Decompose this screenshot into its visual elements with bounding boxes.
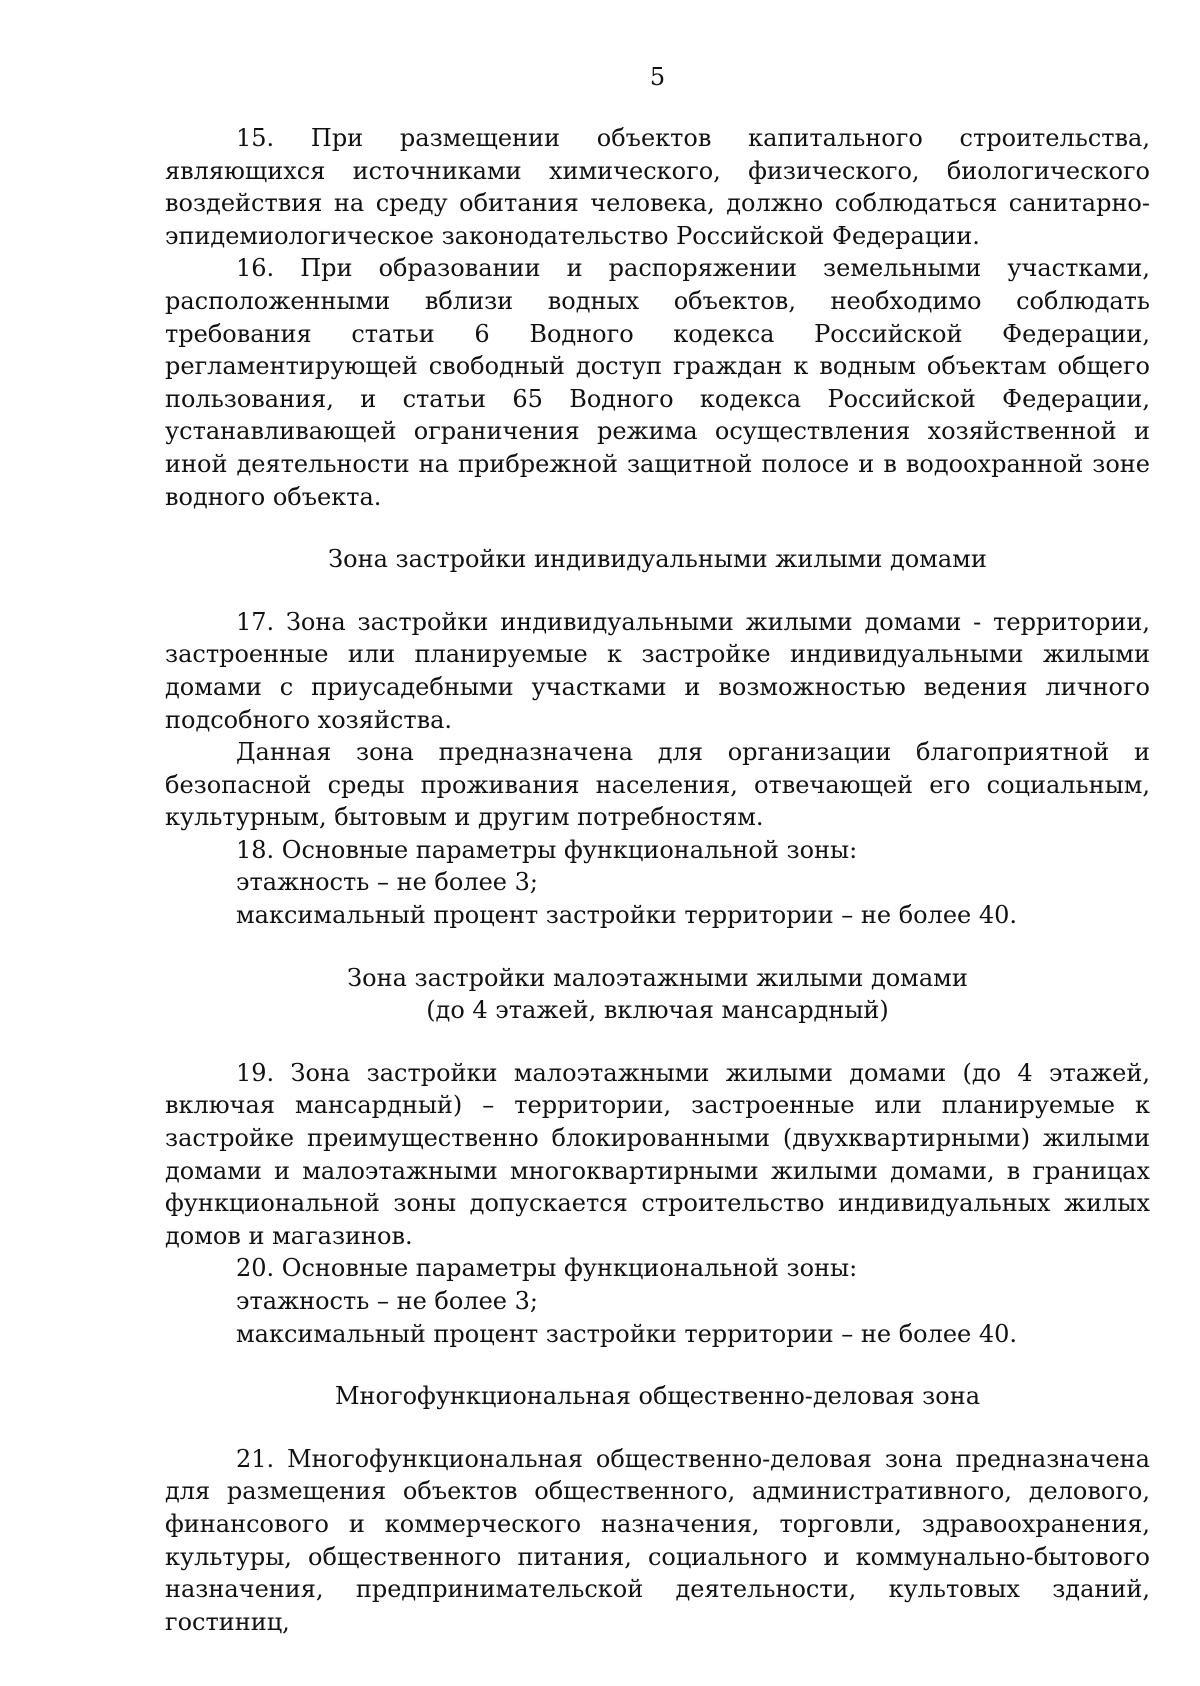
paragraph-20-floors: этажность – не более 3; (236, 1287, 538, 1315)
document-page (165, 62, 1150, 1638)
section-heading-lowrise (165, 962, 1150, 1027)
heading-individual-housing: Зона застройки индивидуальными жилыми домами (328, 545, 987, 574)
paragraph-18-coverage: максимальный процент застройки территории – не более 40. (236, 901, 1018, 930)
section-heading-business (165, 1380, 1150, 1413)
paragraph-15: 15. При размещении объектов капитального строительства, являющихся источниками химического, физического, биологического воздействия на среду обитания человека, должно соблюдаться санитарно-эпидемиологическое законодательство Российской Федерации. (165, 124, 1150, 250)
section-heading-individual (165, 543, 1150, 576)
heading-business-zone: Многофункциональная общественно-деловая зона (334, 1382, 981, 1411)
paragraph-17: 17. Зона застройки индивидуальными жилыми домами - территории, застроенные или планируемые к застройке индивидуальными жилыми домами с приусадебными участками и возможностью ведения личного подсобного хозяйства. (165, 607, 1150, 734)
paragraph-18-floors: этажность – не более 3; (236, 868, 538, 897)
page-number: 5 (649, 63, 666, 91)
heading-lowrise-line1: Зона застройки малоэтажными жилыми домами (347, 963, 968, 992)
paragraph-16: 16. При образовании и распоряжении земельными участками, расположенными вблизи водных объектов, необходимо соблюдать требования статьи 6 Водного кодекса Российской Федерации, регламентирующей свободный доступ граждан к водным объектам общего пользования, и статьи 65 Водного кодекса Российской Федерации, устанавливающей ограничения режима осуществления хозяйственной и иной деятельности на прибрежной защитной полосе и в водоохранной зоне водного объекта. (165, 254, 1150, 511)
heading-lowrise-line2: (до 4 этажей, включая мансардный) (426, 996, 889, 1025)
paragraph-18: 18. Основные параметры функциональной зоны: (236, 835, 858, 864)
paragraph-21: 21. Многофункциональная общественно-деловая зона предназначена для размещения объектов общественного, административного, делового, финансового и коммерческого назначения, торговли, здравоохранения, культуры, общественного питания, социального и коммунально-бытового назначения, предпринимательской деятельности, культовых зданий, гостиниц, (165, 1444, 1150, 1636)
paragraph-17-purpose: Данная зона предназначена для организации благоприятной и безопасной среды проживания населения, отвечающей его социальным, культурным, бытовым и другим потребностям. (165, 738, 1150, 832)
paragraph-20-coverage: максимальный процент застройки территории – не более 40. (236, 1319, 1018, 1348)
paragraph-20: 20. Основные параметры функциональной зоны: (236, 1254, 858, 1283)
paragraph-19: 19. Зона застройки малоэтажными жилыми домами (до 4 этажей, включая мансардный) – территории, застроенные или планируемые к застройке преимущественно блокированными (двухквартирными) жилыми домами и малоэтажными многоквартирными жилыми домами, в границах функциональной зоны допускается строительство индивидуальных жилых домов и магазинов. (165, 1058, 1150, 1250)
